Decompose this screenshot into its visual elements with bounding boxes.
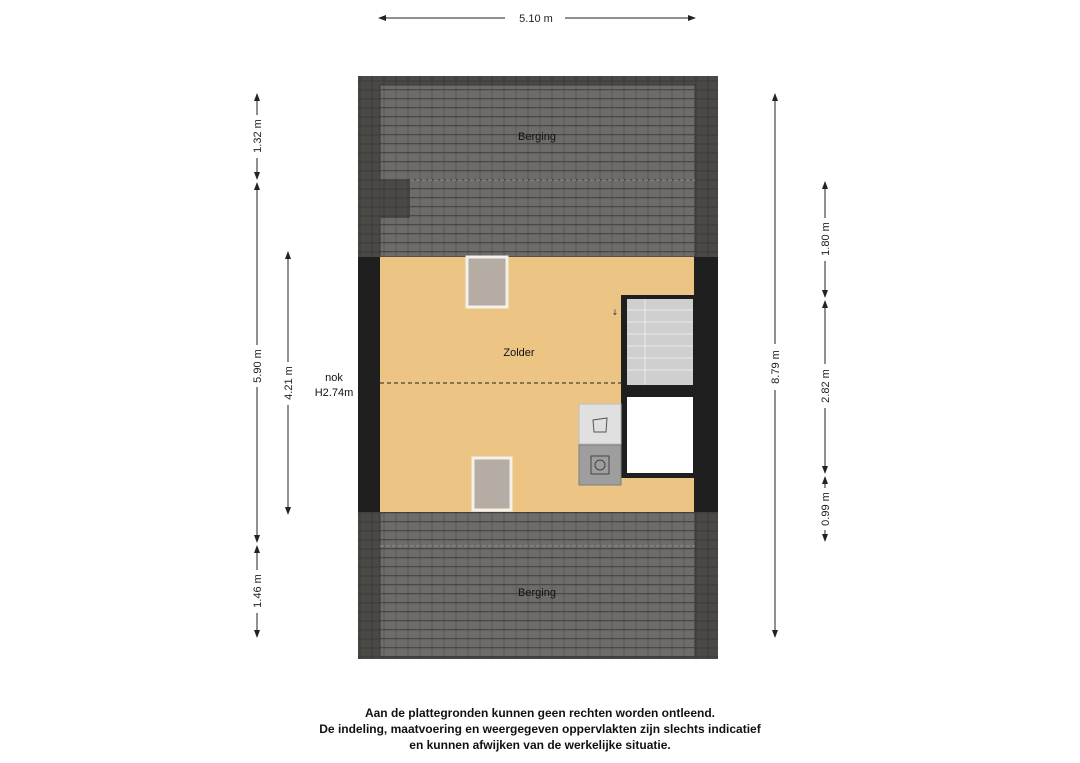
dimension-label-right-bottom: 0.99 m [820, 492, 832, 526]
dimension-label-right-total: 8.79 m [770, 350, 782, 384]
dimension-top-width [378, 13, 696, 25]
dimension-right-total [770, 93, 782, 638]
ridge-height-label: H2.74m [314, 387, 354, 399]
disclaimer-line-2: De indeling, maatvoering en weergegeven oppervlakten zijn slechts indicatief [319, 722, 761, 736]
washing-area [579, 404, 621, 444]
dimension-right-middle [820, 300, 832, 474]
dimension-label-left-berging-top: 1.32 m [252, 119, 264, 153]
dimension-label-left-inner: 4.21 m [283, 366, 295, 400]
ridge-label: nok [325, 372, 343, 384]
disclaimer-line-3: en kunnen afwijken van de werkelijke situatie. [409, 738, 671, 752]
dimension-left-inner [283, 251, 295, 515]
wall-left [358, 257, 380, 512]
room-label-berging-bottom: Berging [518, 587, 556, 599]
dimension-label-top-width: 5.10 m [519, 13, 553, 25]
washing-machine [579, 445, 621, 485]
room-label-zolder: Zolder [503, 347, 535, 359]
dimension-label-left-berging-bottom: 1.46 m [252, 574, 264, 608]
stair-void [627, 397, 693, 473]
chimney-block [380, 180, 410, 218]
dimension-label-right-middle: 2.82 m [820, 369, 832, 403]
disclaimer-line-1: Aan de plattegronden kunnen geen rechten worden ontleend. [364, 706, 716, 720]
wall-right [694, 257, 718, 512]
roof-area-top [380, 85, 695, 257]
skylight-top [467, 257, 507, 307]
stair-direction-arrow: ↓ [611, 308, 619, 317]
dimension-label-right-top: 1.80 m [820, 222, 832, 256]
room-label-berging-top: Berging [518, 131, 556, 143]
dimension-right-bottom [820, 476, 832, 542]
skylight-bottom [473, 458, 511, 510]
dimension-left-berging-bottom [252, 545, 264, 638]
dimension-left-total [252, 182, 264, 543]
stairs [627, 299, 693, 385]
dimension-label-left-total: 5.90 m [252, 349, 264, 383]
roof-area-bottom [380, 512, 695, 657]
dimension-left-berging-top [252, 93, 264, 180]
dimension-right-top [820, 181, 832, 298]
disclaimer [240, 705, 840, 753]
